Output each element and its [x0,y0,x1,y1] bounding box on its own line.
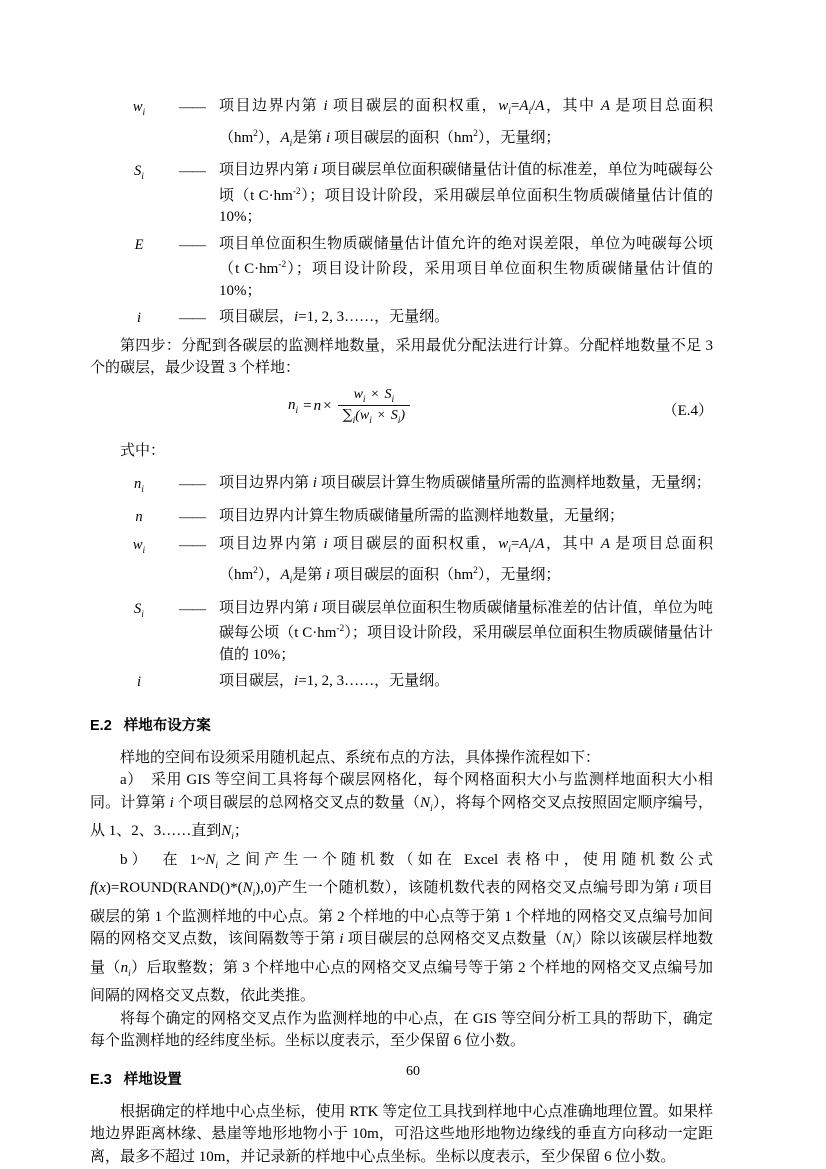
definition-dash: —— [179,100,205,115]
formula-numerator: $w_i \times S_i$ [353,386,395,405]
heading-e3-number: E.3 [90,1071,112,1088]
definition-symbol: $w_i$ [132,99,146,118]
definition-symbol: i [136,674,142,691]
definition-dash: —— [179,477,205,492]
definition-description: 项目边界内第 i 项目碳层单位面积生物质碳储量标准差的估计值，单位为吨碳每公顷（t $C\cdot hm^{-2}$）；项目设计阶段，采用碳层单位面积生物质碳储量估计值的 10%； [219,599,713,663]
page-number: 60 [406,1064,420,1079]
definition-row [113,671,713,694]
definition-row [113,473,713,501]
definition-row [113,96,713,155]
definition-description: 项目单位面积生物质碳储量估计值允许的绝对误差限，单位为吨碳每公顷（t $C\cdot hm^{-2}$）；项目设计阶段，采用项目单位面积生物质碳储量估计值的 10%； [219,235,713,299]
definition-description: 项目碳层，i=1, 2, 3……，无量纲。 [219,673,450,690]
formula-denominator: $\sum_i(w_i \times S_i)$ [338,405,411,426]
definition-dash: —— [179,510,205,526]
definition-dash: —— [179,537,205,553]
definition-symbol: i [136,310,142,326]
definition-dash: —— [179,237,205,253]
definition-symbol: $w_i$ [132,536,146,556]
section-e3-paragraph: 根据确定的样地中心点坐标，使用 RTK 等定位工具找到样地中心点准确地理位置。如果样地边界距离林缘、悬崖等地形地物小于 10m，可沿这些地形地物边缘线的垂直方向移动一定距离，最多不超过 10m，并记录新的样地中心点坐标。坐标以度表示，至少保留 6 位小数。 [90,1103,713,1165]
definition-dash [165,671,219,672]
definition-row [113,160,713,229]
definition-symbol: $n_i$ [134,476,144,495]
step-four-paragraph: 第四步：分配到各碳层的监测样地数量，采用最优分配法进行计算。分配样地数量不足 3 个的碳层，最少设置 3 个样地： [90,337,713,376]
heading-e2-title: 样地布设方案 [123,717,211,734]
definition-dash: —— [179,601,205,617]
definition-row [113,307,713,330]
definition-description: 项目边界内计算生物质碳储量所需的监测样地数量，无量纲； [219,508,625,525]
definition-description: 项目边界内第 i 项目碳层单位面积碳储量估计值的标准差，单位为吨碳每公顷（t $C\cdot hm^{-2}$）；项目设计阶段，采用碳层单位面积生物质碳储量估计值的 10%； [219,162,713,225]
definition-description: 项目碳层，i=1, 2, 3……，无量纲。 [219,309,450,325]
formula-e4-number: （E.4） [662,402,713,419]
section-e2-item-c: 将每个确定的网格交叉点作为监测样地的中心点，在 GIS 等空间分析工具的帮助下，确定每个监测样地的经纬度坐标。坐标以度表示，至少保留 6 位小数。 [90,1010,713,1050]
definition-row [113,534,713,593]
definition-list-lower [113,473,713,694]
definition-dash: —— [179,164,205,179]
heading-e3-title: 样地设置 [123,1071,182,1088]
definition-symbol: $S_i$ [134,163,144,182]
definition-description: 项目边界内第 i 项目碳层的面积权重，$w_i=A_i/A$，其中 A 是项目总面积$(hm^2)$，$A_i$是第 i 项目碳层的面积$(hm^2)$，无量纲； [219,98,713,149]
definition-symbol: E [134,236,144,253]
definition-description: 项目边界内第 i 项目碳层的面积权重，$w_i=A_i/A$，其中 A 是项目总面积$(hm^2)$，$A_i$是第 i 项目碳层的面积$(hm^2)$，无量纲； [219,535,713,587]
section-e2-item-a: a） 采用 GIS 等空间工具将每个碳层网格化，每个网格面积大小与监测样地面积大小相同。计算第 i 个项目碳层的总网格交叉点的数量$(N_i)$，将每个网格交叉点按照固定顺序编号，从 1、2、3……直到$N_i$； [90,772,713,843]
definition-list-upper [113,96,713,330]
section-e2-intro: 样地的空间布设须采用随机起点、系统布点的方法，具体操作流程如下： [120,749,601,766]
definition-row [113,506,713,529]
definition-symbol: $S_i$ [134,600,144,620]
definition-dash: —— [179,311,205,326]
definition-symbol: n [135,509,143,526]
formula-e4-row [113,387,713,431]
definition-row [113,598,713,667]
definition-row [113,234,713,303]
where-label: 式中： [120,442,166,459]
definition-description: 项目边界内第 i 项目碳层计算生物质碳储量所需的监测样地数量，无量纲； [219,475,711,491]
page-content [90,96,713,1168]
heading-e2 [90,716,713,736]
formula-e4: $n_i$ = n × $\frac{w_i \times S_i}{\sum_i(w_i \times S_i)}$ [288,387,410,427]
heading-e2-number: E.2 [90,717,112,734]
section-e2-item-b: b） 在 $1\sim N_i$ 之间产生一个随机数（如在 Excel 表格中，使用随机数公式 $f(x)=ROUND(RAND()*(N_i),0)$产生一个随机数），该随机数代表的网格交叉点编号即为第 i 项目碳层的第 1 个监测样地的中心点。第 2 个样地的中心点等于第 1 个样地的网格交叉点编号加间隔的网格交叉点数，该间隔数等于第 i 项目碳层的总网格交叉点数量$(N_i)$除以该碳层样地数量$(n_i)$后取整数；第 3 个样地中心点的网格交叉点编号等于第 2 个样地的网格交叉点编号加间隔的网格交叉点数，依此类推。 [90,851,713,1005]
